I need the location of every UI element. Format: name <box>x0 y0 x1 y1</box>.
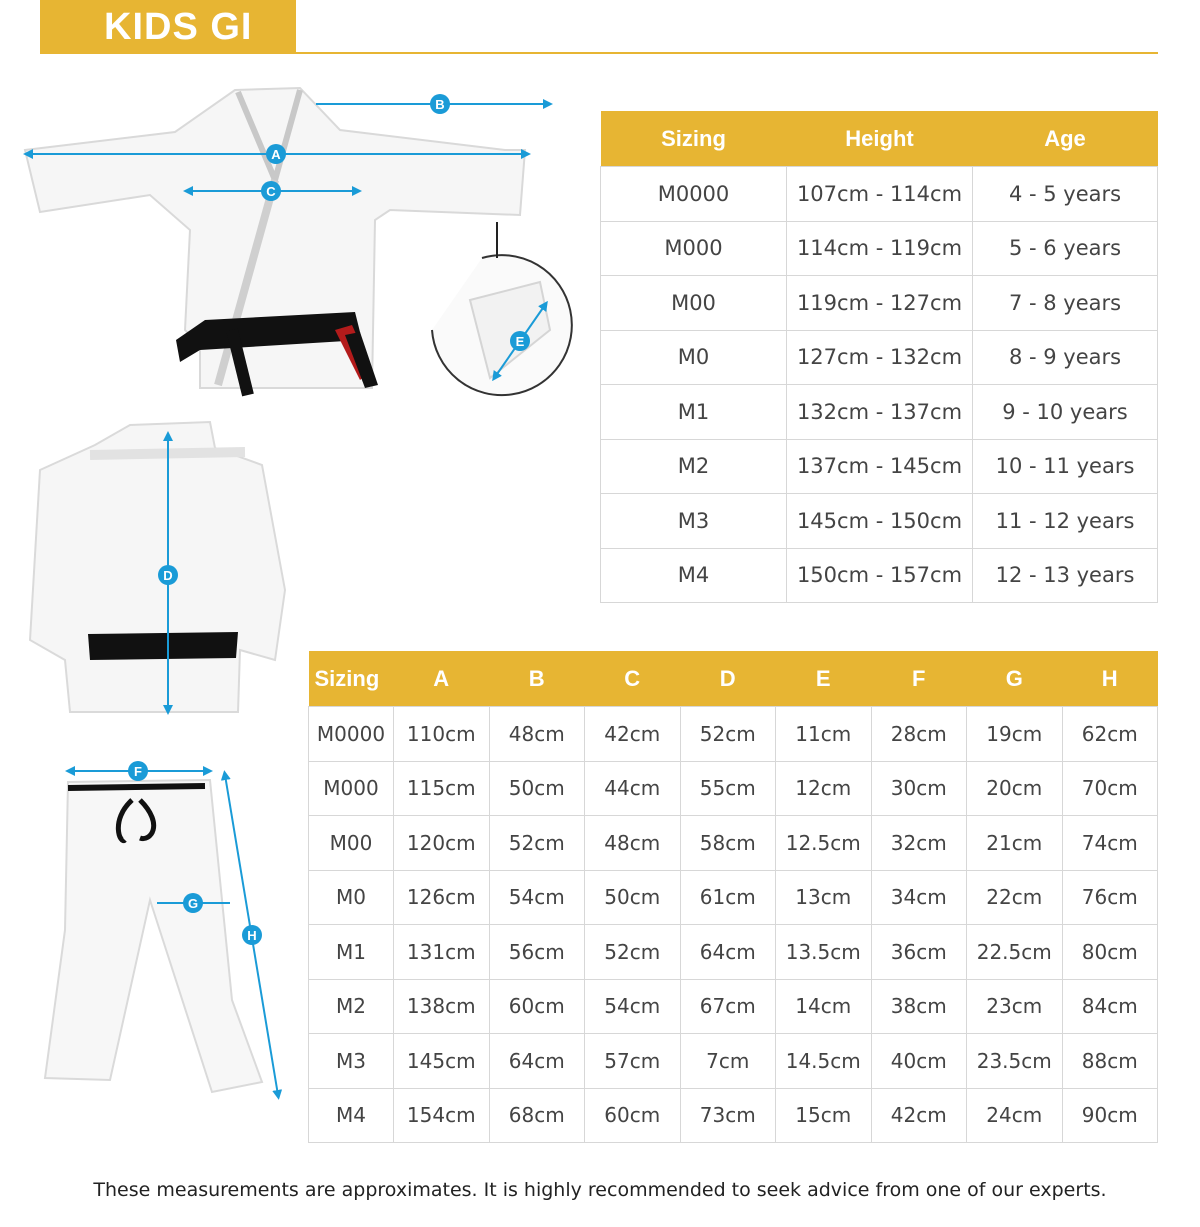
value-cell: 7cm <box>680 1034 776 1089</box>
value-cell: 8 - 9 years <box>973 330 1158 385</box>
size-cell: M000 <box>309 761 394 816</box>
column-header: Height <box>787 111 973 167</box>
value-cell: 52cm <box>585 925 681 980</box>
page-title: KIDS GI <box>104 6 253 48</box>
value-cell: 14.5cm <box>776 1034 872 1089</box>
table-row <box>309 816 1158 871</box>
size-cell: M2 <box>601 439 787 494</box>
value-cell: 58cm <box>680 816 776 871</box>
value-cell: 57cm <box>585 1034 681 1089</box>
table-row <box>601 330 1158 385</box>
table-row <box>309 979 1158 1034</box>
marker-d-label: D <box>163 568 173 583</box>
value-cell: 54cm <box>489 870 585 925</box>
table-header-row <box>601 111 1158 167</box>
table-row <box>601 221 1158 276</box>
value-cell: 42cm <box>585 707 681 762</box>
value-cell: 56cm <box>489 925 585 980</box>
column-header: Sizing <box>601 111 787 167</box>
marker-c <box>261 181 281 201</box>
marker-a <box>266 144 286 164</box>
size-cell: M0 <box>601 330 787 385</box>
value-cell: 54cm <box>585 979 681 1034</box>
value-cell: 12.5cm <box>776 816 872 871</box>
value-cell: 48cm <box>585 816 681 871</box>
value-cell: 5 - 6 years <box>973 221 1158 276</box>
size-cell: M0000 <box>601 167 787 222</box>
column-header: F <box>871 651 967 707</box>
value-cell: 114cm - 119cm <box>787 221 973 276</box>
value-cell: 14cm <box>776 979 872 1034</box>
table-row <box>309 761 1158 816</box>
jacket-back-illustration <box>30 422 285 712</box>
column-header: Age <box>973 111 1158 167</box>
value-cell: 60cm <box>489 979 585 1034</box>
value-cell: 13cm <box>776 870 872 925</box>
value-cell: 38cm <box>871 979 967 1034</box>
value-cell: 21cm <box>967 816 1063 871</box>
value-cell: 84cm <box>1062 979 1158 1034</box>
disclaimer-note: These measurements are approximates. It is highly recommended to seek advice from one of our experts. <box>93 1179 1107 1201</box>
value-cell: 23.5cm <box>967 1034 1063 1089</box>
value-cell: 64cm <box>680 925 776 980</box>
value-cell: 20cm <box>967 761 1063 816</box>
value-cell: 137cm - 145cm <box>787 439 973 494</box>
marker-f-label: F <box>134 764 142 779</box>
marker-f <box>128 761 148 781</box>
marker-e-label: E <box>515 334 525 349</box>
value-cell: 44cm <box>585 761 681 816</box>
table-row <box>601 548 1158 603</box>
size-cell: M0 <box>309 870 394 925</box>
value-cell: 90cm <box>1062 1088 1158 1143</box>
table-header-row <box>309 651 1158 707</box>
value-cell: 62cm <box>1062 707 1158 762</box>
column-header: B <box>489 651 585 707</box>
value-cell: 132cm - 137cm <box>787 385 973 440</box>
table-row <box>309 1034 1158 1089</box>
column-header: H <box>1062 651 1158 707</box>
size-cell: M000 <box>601 221 787 276</box>
height-age-table <box>600 111 1158 603</box>
column-header: E <box>776 651 872 707</box>
size-cell: M1 <box>309 925 394 980</box>
marker-c-label: C <box>266 184 276 199</box>
value-cell: 50cm <box>489 761 585 816</box>
value-cell: 52cm <box>489 816 585 871</box>
table-row <box>309 870 1158 925</box>
value-cell: 19cm <box>967 707 1063 762</box>
value-cell: 11cm <box>776 707 872 762</box>
marker-e <box>510 331 530 351</box>
value-cell: 36cm <box>871 925 967 980</box>
value-cell: 48cm <box>489 707 585 762</box>
value-cell: 61cm <box>680 870 776 925</box>
value-cell: 34cm <box>871 870 967 925</box>
size-cell: M3 <box>601 494 787 549</box>
size-cell: M4 <box>309 1088 394 1143</box>
value-cell: 120cm <box>394 816 490 871</box>
marker-g-label: G <box>187 896 199 911</box>
value-cell: 107cm - 114cm <box>787 167 973 222</box>
value-cell: 131cm <box>394 925 490 980</box>
value-cell: 10 - 11 years <box>973 439 1158 494</box>
value-cell: 88cm <box>1062 1034 1158 1089</box>
value-cell: 4 - 5 years <box>973 167 1158 222</box>
column-header: A <box>394 651 490 707</box>
table-row <box>601 385 1158 440</box>
value-cell: 23cm <box>967 979 1063 1034</box>
value-cell: 154cm <box>394 1088 490 1143</box>
value-cell: 28cm <box>871 707 967 762</box>
marker-h <box>242 925 262 945</box>
size-cell: M00 <box>601 276 787 331</box>
value-cell: 42cm <box>871 1088 967 1143</box>
value-cell: 70cm <box>1062 761 1158 816</box>
table-row <box>309 1088 1158 1143</box>
marker-a-label: A <box>271 147 281 162</box>
measurement-table <box>308 651 1158 1143</box>
marker-b <box>430 94 450 114</box>
value-cell: 67cm <box>680 979 776 1034</box>
column-header: G <box>967 651 1063 707</box>
value-cell: 60cm <box>585 1088 681 1143</box>
sleeve-cuff-detail <box>432 222 572 395</box>
marker-g <box>183 893 203 913</box>
value-cell: 127cm - 132cm <box>787 330 973 385</box>
column-header: Sizing <box>309 651 394 707</box>
column-header: C <box>585 651 681 707</box>
column-header: D <box>680 651 776 707</box>
size-cell: M1 <box>601 385 787 440</box>
marker-h-label: H <box>247 928 257 943</box>
pants-illustration <box>45 780 262 1092</box>
value-cell: 74cm <box>1062 816 1158 871</box>
size-cell: M0000 <box>309 707 394 762</box>
size-cell: M00 <box>309 816 394 871</box>
value-cell: 80cm <box>1062 925 1158 980</box>
value-cell: 145cm <box>394 1034 490 1089</box>
marker-d <box>158 565 178 585</box>
value-cell: 73cm <box>680 1088 776 1143</box>
value-cell: 76cm <box>1062 870 1158 925</box>
table-row <box>309 707 1158 762</box>
value-cell: 115cm <box>394 761 490 816</box>
value-cell: 13.5cm <box>776 925 872 980</box>
value-cell: 15cm <box>776 1088 872 1143</box>
value-cell: 145cm - 150cm <box>787 494 973 549</box>
value-cell: 22cm <box>967 870 1063 925</box>
table-row <box>601 167 1158 222</box>
value-cell: 30cm <box>871 761 967 816</box>
value-cell: 32cm <box>871 816 967 871</box>
table-row <box>601 276 1158 331</box>
size-cell: M3 <box>309 1034 394 1089</box>
value-cell: 24cm <box>967 1088 1063 1143</box>
value-cell: 52cm <box>680 707 776 762</box>
value-cell: 12cm <box>776 761 872 816</box>
table-row <box>601 494 1158 549</box>
value-cell: 9 - 10 years <box>973 385 1158 440</box>
value-cell: 119cm - 127cm <box>787 276 973 331</box>
value-cell: 150cm - 157cm <box>787 548 973 603</box>
size-cell: M2 <box>309 979 394 1034</box>
value-cell: 50cm <box>585 870 681 925</box>
table-row <box>601 439 1158 494</box>
value-cell: 55cm <box>680 761 776 816</box>
value-cell: 12 - 13 years <box>973 548 1158 603</box>
value-cell: 138cm <box>394 979 490 1034</box>
value-cell: 40cm <box>871 1034 967 1089</box>
value-cell: 126cm <box>394 870 490 925</box>
value-cell: 110cm <box>394 707 490 762</box>
value-cell: 22.5cm <box>967 925 1063 980</box>
size-cell: M4 <box>601 548 787 603</box>
marker-b-label: B <box>435 97 445 112</box>
table-row <box>309 925 1158 980</box>
value-cell: 11 - 12 years <box>973 494 1158 549</box>
value-cell: 7 - 8 years <box>973 276 1158 331</box>
value-cell: 64cm <box>489 1034 585 1089</box>
value-cell: 68cm <box>489 1088 585 1143</box>
